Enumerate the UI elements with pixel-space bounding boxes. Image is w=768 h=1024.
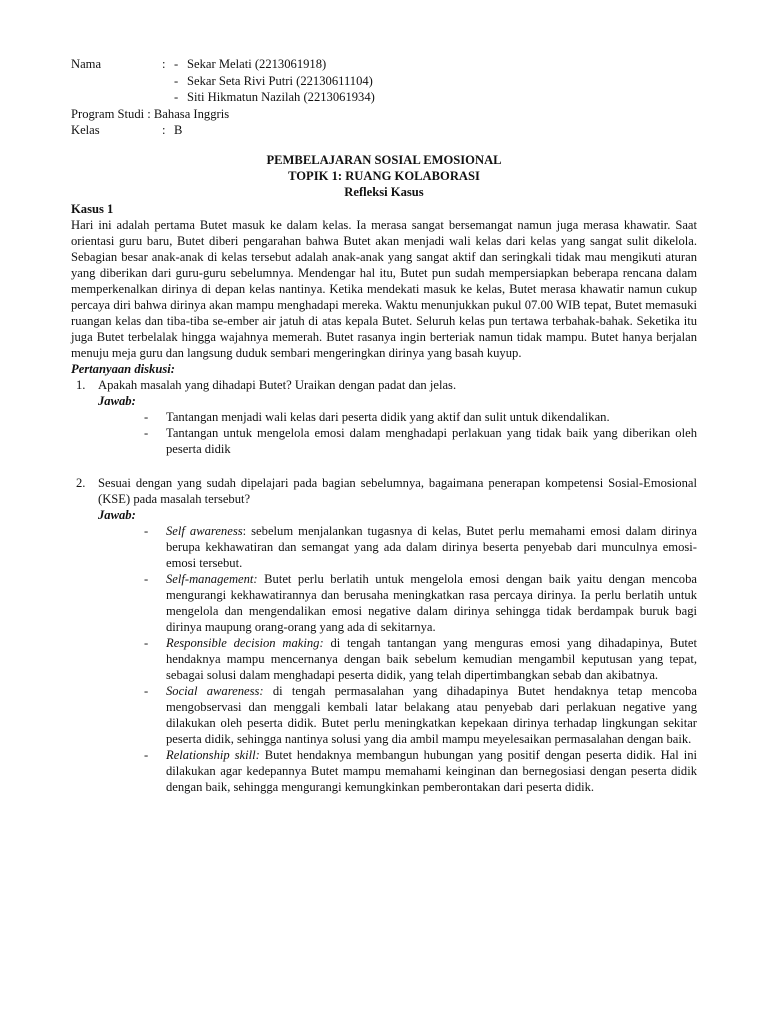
dash: -	[144, 572, 149, 586]
case-paragraph: Hari ini adalah pertama Butet masuk ke dalam kelas. Ia merasa sangat bersemangat namun juga merasa khawatir. Saat orientasi guru baru, Butet diberi pengarahan bahwa Butet akan menjadi wali kelas dari kelas yang sangat sulit dikelola. Sebagian besar anak-anak di kelas tersebut adalah anak-anak yang sangat aktif dan seringkali tidak mau mengikuti aturan yang diberikan dari guru-guru sebelumnya. Mendengar hal itu, Butet pun sudah mempersiapkan beberapa rencana dalam memperkenalkan dirinya di depan kelas nantinya. Ketika mendekati masuk ke kelas, Butet merasa khawatir namun cukup percaya diri bahwa dirinya akan mampu menghadapi mereka. Waktu menunjukkan pukul 07.00 WIB tepat, Butet memasuki ruangan kelas dan tiba-tiba se-ember air jatuh di atas kepala Butet. Seluruh kelas pun tertawa terbahak-bahak. Seketika itu juga Butet terbelalak hingga wajahnya memerah. Butet rasanya ingin berteriak namun tidak mampu. Butet hanya berjalan menuju meja guru dan langsung duduk sembari mengeringkan dirinya yang basah kuyup.	[71, 218, 697, 360]
answer-item-relationship-skill	[71, 747, 697, 795]
answer-term: Responsible decision making:	[166, 636, 324, 650]
dash: -	[174, 73, 179, 88]
kelas-value: B	[174, 123, 183, 137]
answer-text: Butet hendaknya membangun hubungan yang positif dengan peserta didik. Hal ini dilakukan agar kedepannya Butet mampu memahami keinginan dan bernegosiasi dengan peserta didik dengan baik, sehingga mengurangi kemungkinkan pemberontakan dari peserta didik.	[166, 748, 697, 794]
dash: -	[144, 524, 149, 538]
document-body	[71, 201, 697, 795]
member-name: Siti Hikmatun Nazilah (2213061934)	[187, 90, 375, 104]
answer-term: Self-management:	[166, 572, 258, 586]
answer-item-self-awareness	[71, 523, 697, 571]
dash: -	[144, 426, 149, 440]
dash: -	[174, 90, 179, 104]
question-text: Sesuai dengan yang sudah dipelajari pada bagian sebelumnya, bagaimana penerapan kompetensi Sosial-Emosional (KSE) pada masalah tersebut?	[98, 476, 697, 506]
answer-item-social-awareness	[71, 683, 697, 747]
answer-text: di tengah tantangan yang menguras emosi yang dihadapinya, Butet hendaknya mampu mencernanya dengan baik sebelum kemudian mengambil keputusan yang tepat, sebagai solusi dalam menghadapi peserta didik, yang telah dipertimbangkan sebab dan akibatnya.	[166, 636, 698, 682]
member-name: Sekar Seta Rivi Putri (22130611104)	[187, 73, 373, 88]
title-block	[71, 152, 697, 200]
question-1	[71, 377, 697, 393]
answer-text: di tengah permasalahan yang dihadapinya Butet hendaknya tetap mencoba mengobservasi dan menggali kembali latar belakang atau penyebab dari perlakuan negative yang dilakukan oleh peserta didik. Butet perlu meningkatkan kepekaan dirinya terhadap lingkungan sekitar peserta didik, sehingga nantinya solusi yang dia ambil mampu meyelesaikan permasalahan dengan baik.	[166, 684, 697, 746]
answer-item-responsible-decision-making	[71, 635, 697, 683]
topic-title: TOPIK 1: RUANG KOLABORASI	[288, 169, 480, 183]
program-studi: Program Studi : Bahasa Inggris	[71, 106, 230, 121]
identity-header	[71, 56, 631, 139]
answer-label: Jawab:	[98, 394, 136, 408]
member-row-2	[71, 73, 631, 90]
subtitle: Refleksi Kasus	[344, 185, 424, 199]
program-row	[71, 106, 631, 123]
member-row-3	[71, 89, 631, 106]
answer-label: Jawab:	[98, 508, 136, 522]
question-number: 1.	[76, 378, 86, 392]
dash: -	[144, 636, 149, 650]
answer-item	[71, 409, 697, 425]
answer-term: Self awareness	[166, 524, 243, 538]
answer-term: Relationship skill:	[166, 748, 260, 762]
answer-item	[71, 425, 697, 457]
answer-item-self-management	[71, 571, 697, 635]
kelas-row	[71, 122, 631, 139]
member-row-1	[71, 56, 631, 73]
dash: -	[144, 748, 149, 762]
answer-term: Social awareness:	[166, 684, 264, 698]
answer-text: Butet perlu berlatih untuk mengelola emosi dengan baik yaitu dengan mencoba mengurangi kekhawatirannya dan berusaha meningkatkan rasa percaya dirinya. Ia perlu berlatih untuk mengelola dan mengendalikan emosi negative dalam dirinya sehingga tidak berdampak buruk bagi dirinya maupung orang-orang yang ada di sekitarnya.	[166, 572, 697, 634]
colon: :	[162, 57, 166, 71]
nama-label: Nama	[71, 57, 102, 71]
colon: :	[162, 123, 166, 137]
kelas-label: Kelas	[71, 123, 100, 137]
dash: -	[144, 410, 149, 424]
question-text: Apakah masalah yang dihadapi Butet? Uraikan dengan padat dan jelas.	[98, 378, 457, 392]
main-title: PEMBELAJARAN SOSIAL EMOSIONAL	[266, 153, 502, 167]
case-heading: Kasus 1	[71, 202, 114, 216]
discussion-heading: Pertanyaan diskusi:	[71, 362, 175, 376]
answer-text: Tantangan untuk mengelola emosi dalam menghadapi perlakuan yang tidak baik yang diberikan oleh peserta didik	[166, 426, 697, 456]
answer-text: Tantangan menjadi wali kelas dari peserta didik yang aktif dan sulit untuk dikendalikan.	[166, 410, 610, 424]
question-number: 2.	[76, 476, 86, 490]
answer-text: : sebelum menjalankan tugasnya di kelas, Butet perlu memahami emosi dalam dirinya berupa kekhawatiran dan semangat yang ada dalam dirinya beserta penyebab dari munculnya emosi-emosi tersebut.	[166, 524, 697, 570]
dash: -	[144, 684, 149, 698]
dash: -	[174, 57, 179, 71]
spacer	[71, 457, 697, 475]
member-name: Sekar Melati (2213061918)	[187, 57, 327, 71]
question-2	[71, 475, 697, 507]
